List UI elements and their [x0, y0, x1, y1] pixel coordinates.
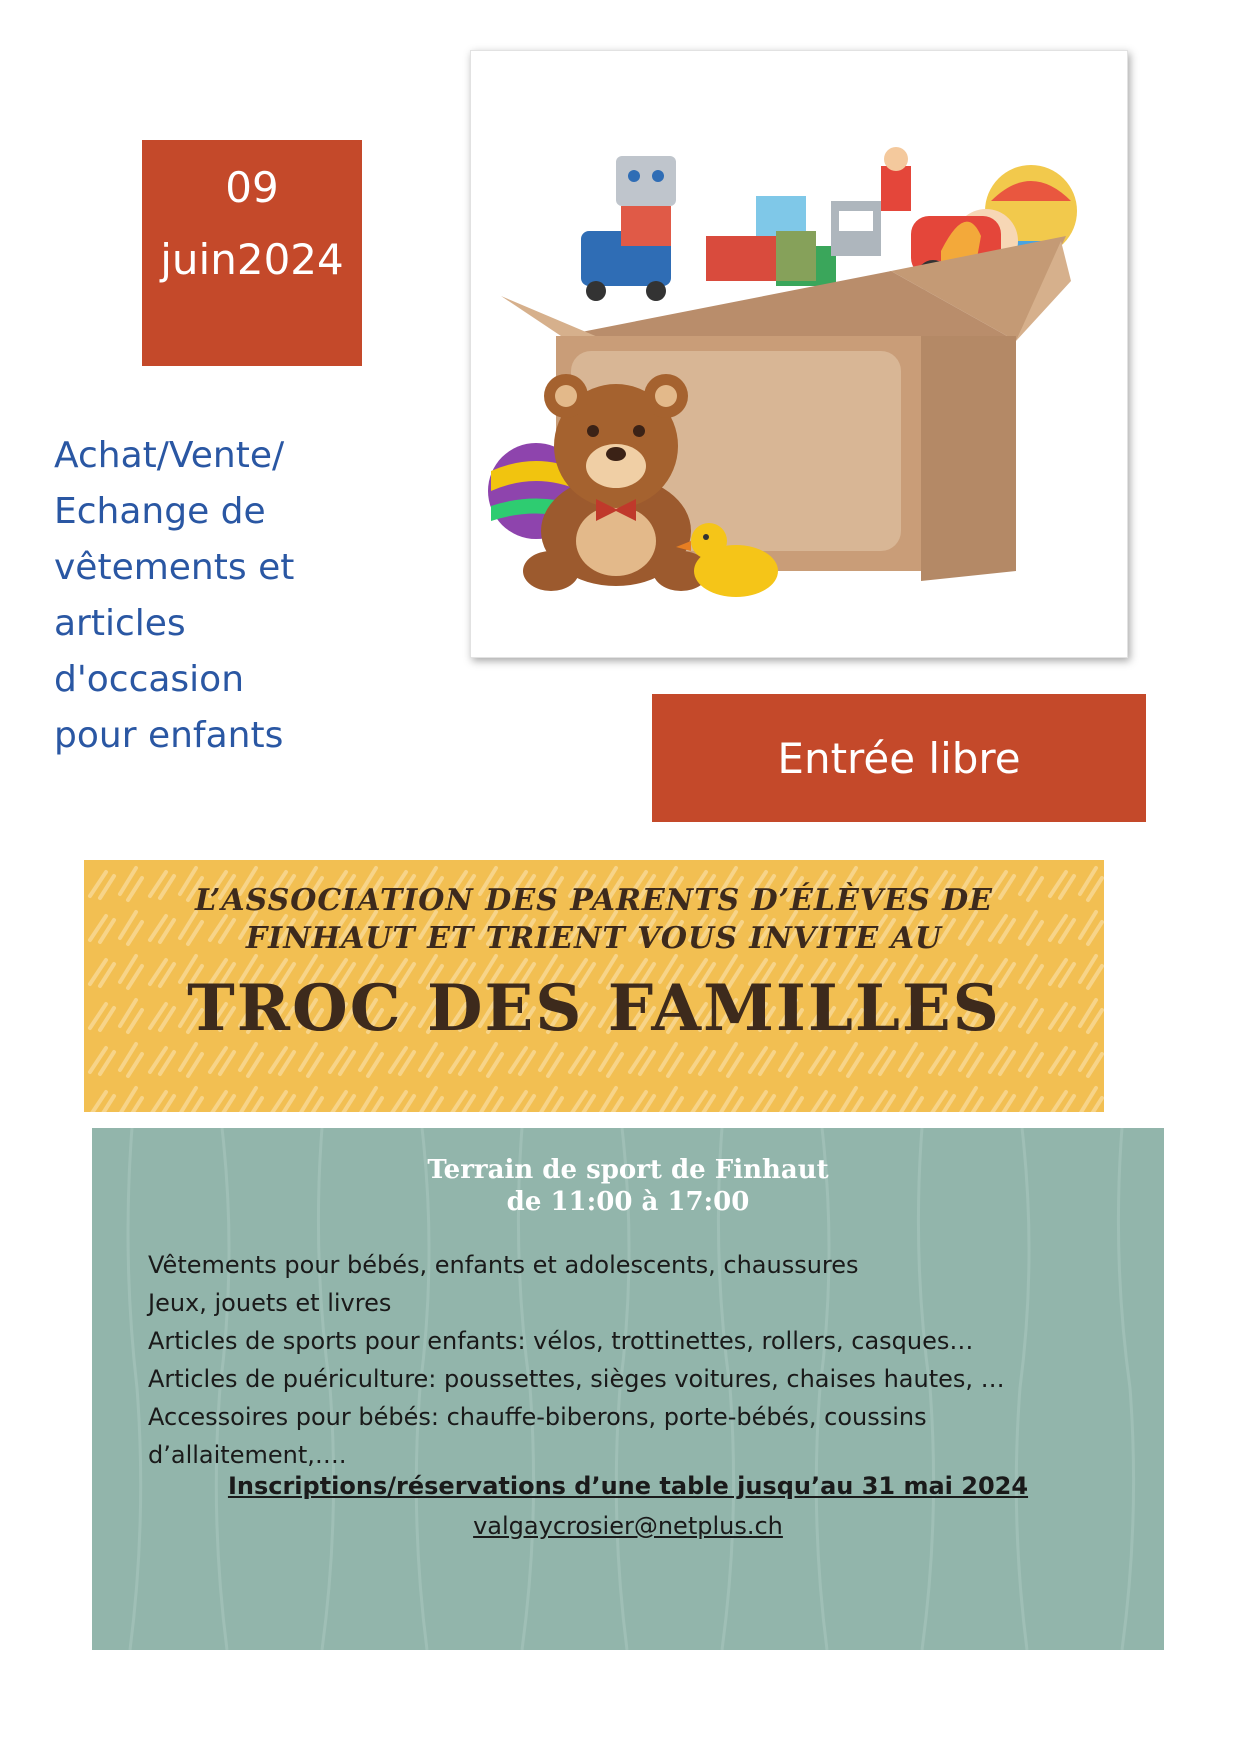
venue-info: [92, 1154, 1164, 1218]
list-item: Accessoires pour bébés: chauffe-biberons, porte-bébés, coussins: [148, 1403, 927, 1431]
intro-text: [54, 428, 354, 764]
association-text: [84, 882, 1104, 958]
intro-line: Achat/Vente/: [54, 435, 285, 476]
event-title: TROC DES FAMILLES: [187, 971, 1001, 1046]
list-item: Articles de puériculture: poussettes, sièges voitures, chaises hautes, …: [148, 1365, 1005, 1393]
intro-line: vêtements et: [54, 547, 295, 588]
free-entry-banner: [652, 694, 1146, 822]
association-line: FINHAUT ET TRIENT VOUS INVITE AU: [245, 921, 943, 956]
list-item: Jeux, jouets et livres: [148, 1289, 392, 1317]
items-list: [148, 1246, 1128, 1474]
invitation-header: [84, 860, 1104, 1112]
intro-line: pour enfants: [54, 715, 284, 756]
intro-line: d'occasion: [54, 659, 245, 700]
list-item: d’allaitement,….: [148, 1441, 347, 1469]
date-box: [142, 140, 362, 366]
association-line: L’ASSOCIATION DES PARENTS D’ÉLÈVES DE: [194, 883, 994, 918]
list-item: Articles de sports pour enfants: vélos, trottinettes, rollers, casques…: [148, 1327, 974, 1355]
free-entry-label: Entrée libre: [777, 733, 1021, 783]
contact-email-link[interactable]: valgaycrosier@netplus.ch: [473, 1512, 783, 1540]
venue-name: Terrain de sport de Finhaut: [427, 1155, 829, 1185]
intro-line: articles: [54, 603, 186, 644]
intro-line: Echange de: [54, 491, 266, 532]
date-month-year: juin2024: [160, 235, 344, 284]
list-item: Vêtements pour bébés, enfants et adolescents, chaussures: [148, 1251, 859, 1279]
registration-deadline: Inscriptions/réservations d’une table jusqu’au 31 mai 2024: [227, 1472, 1029, 1500]
toy-box-picture: [471, 51, 1127, 657]
event-details-panel: [92, 1128, 1164, 1650]
date-day: 09: [225, 163, 279, 212]
venue-hours: de 11:00 à 17:00: [506, 1187, 750, 1217]
toy-box-illustration: [470, 50, 1128, 658]
